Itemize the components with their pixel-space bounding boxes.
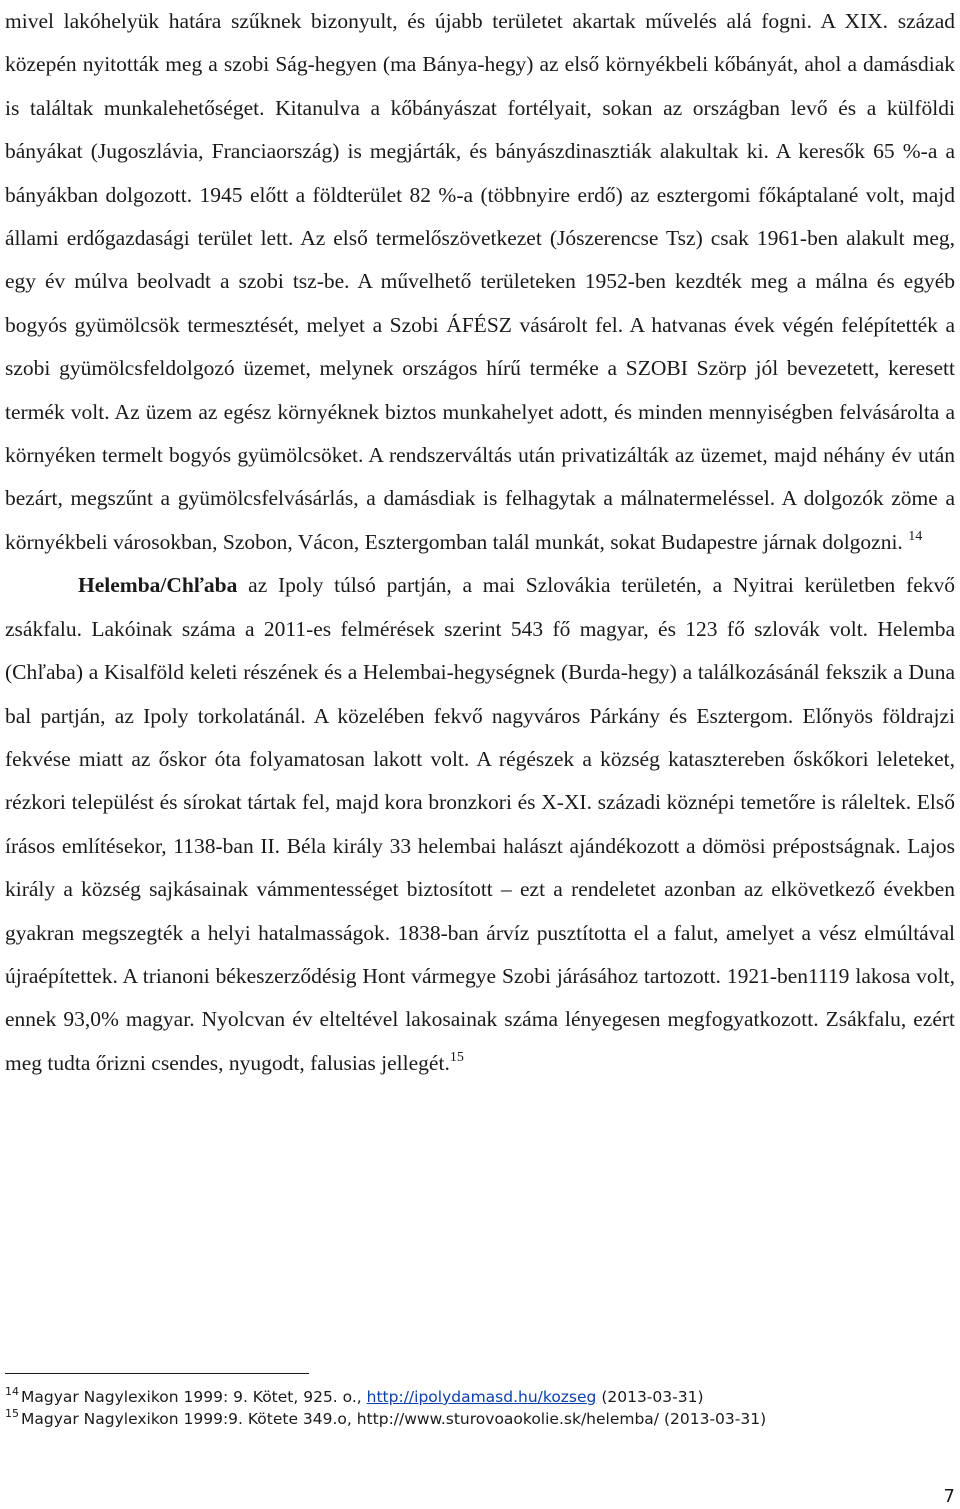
footnote-14 — [5, 1386, 955, 1408]
footnote-separator — [5, 1373, 309, 1374]
paragraph-helemba-heading: Helemba/Chľaba — [78, 573, 238, 598]
footnote-15 — [5, 1408, 955, 1430]
footnote-number: 14 — [5, 1385, 19, 1398]
footnote-text: Magyar Nagylexikon 1999:9. Kötete 349.o, http://www.sturovoaokolie.sk/helemba/ (2013-03-31) — [21, 1410, 767, 1428]
body-text — [5, 0, 955, 1085]
footnote-date: (2013-03-31) — [596, 1388, 704, 1406]
paragraph-damasd-text: mivel lakóhelyük határa szűknek bizonyult, és újabb területet akartak művelés alá fogni. A XIX. század közepén nyitották meg a szobi Ság-hegyen (ma Bánya-hegy) az első környékbeli kőbányát, ahol a damásdiak is találtak munkalehetőséget. Kitanulva a kőbányászat fortélyait, sokan az országban levő és a külföldi bányákat (Jugoszlávia, Franciaország) is megjárták, és bányászdinasztiák alakultak ki. A keresők 65 %-a a bányákban dolgozott. 1945 előtt a földterület 82 %-a (többnyire erdő) az esztergomi főkáptalané volt, majd állami erdőgazdasági terület lett. Az első termelőszövetkezet (Jószerencse Tsz) csak 1961-ben alakult meg, egy év múlva beolvadt a szobi tsz-be. A művelhető területeken 1952-ben kezdték meg a málna és egyéb bogyós gyümölcsök termesztését, melyet a Szobi ÁFÉSZ vásárolt fel. A hatvanas évek végén felépítették a szobi gyümölcsfeldolgozó üzemet, melynek országos hírű terméke a SZOBI Szörp jól bevezetett, keresett termék volt. Az üzem az egész környéknek biztos munkahelyet adott, és minden mennyiségben felvásárolta a környéken termelt bogyós gyümölcsöket. A rendszerváltás után privatizálták az üzemet, majd néhány év után bezárt, megszűnt a gyümölcsfelvásárlás, a damásdiak is felhagytak a málnatermeléssel. A dolgozók zöme a környékbeli városokban, Szobon, Vácon, Esztergomban talál munkát, sokat Budapestre járnak dolgozni. — [5, 9, 955, 554]
paragraph-helemba-text: az Ipoly túlsó partján, a mai Szlovákia területén, a Nyitrai kerületben fekvő zsákfalu. Lakóinak száma a 2011-es felmérések szerint 543 fő magyar, és 123 fő szlovák volt. Helemba (Chľaba) a Kisalföld keleti részének és a Helembai-hegységnek (Burda-hegy) a találkozásánál fekszik a Duna bal partján, az Ipoly torkolatánál. A közelében fekvő nagyváros Párkány és Esztergom. Előnyös földrajzi fekvése miatt az őskor óta folyamatosan lakott volt. A régészek a község katasztereben őskőkori leleteket, rézkori települést és sírokat tártak fel, majd kora bronzkori és X-XI. századi köznépi temetőre is ráleltek. Első írásos említésekor, 1138-ban II. Béla király 33 helembai halászt ajándékozott a dömösi prépostságnak. Lajos király a község sajkásainak vámmentességet biztosított – ezt a rendeletet azonban az elkövetkező években gyakran megszegték a helyi hatalmasságok. 1838-ban árvíz pusztította el a falut, amelyet a vész elmúltával újraépítettek. A trianoni békeszerződésig Hont vármegye Szobi járásához tartozott. 1921-ben1119 lakosa volt, ennek 93,0% magyar. Nyolcvan év elteltével lakosainak száma lényegesen megfogyatkozott. Zsákfalu, ezért meg tudta őrizni csendes, nyugodt, falusias jellegét. — [5, 573, 955, 1075]
footnote-ref-14[interactable]: 14 — [908, 528, 923, 544]
paragraph-helemba — [5, 564, 955, 1085]
page-number: 7 — [943, 1486, 955, 1507]
footnote-number: 15 — [5, 1407, 19, 1420]
footnote-ref-15[interactable]: 15 — [449, 1049, 464, 1065]
footnotes — [5, 1386, 955, 1430]
footnote-text: Magyar Nagylexikon 1999: 9. Kötet, 925. o., — [21, 1388, 367, 1406]
footnote-link[interactable]: http://ipolydamasd.hu/kozseg — [366, 1388, 597, 1406]
paragraph-damasd — [5, 0, 955, 564]
